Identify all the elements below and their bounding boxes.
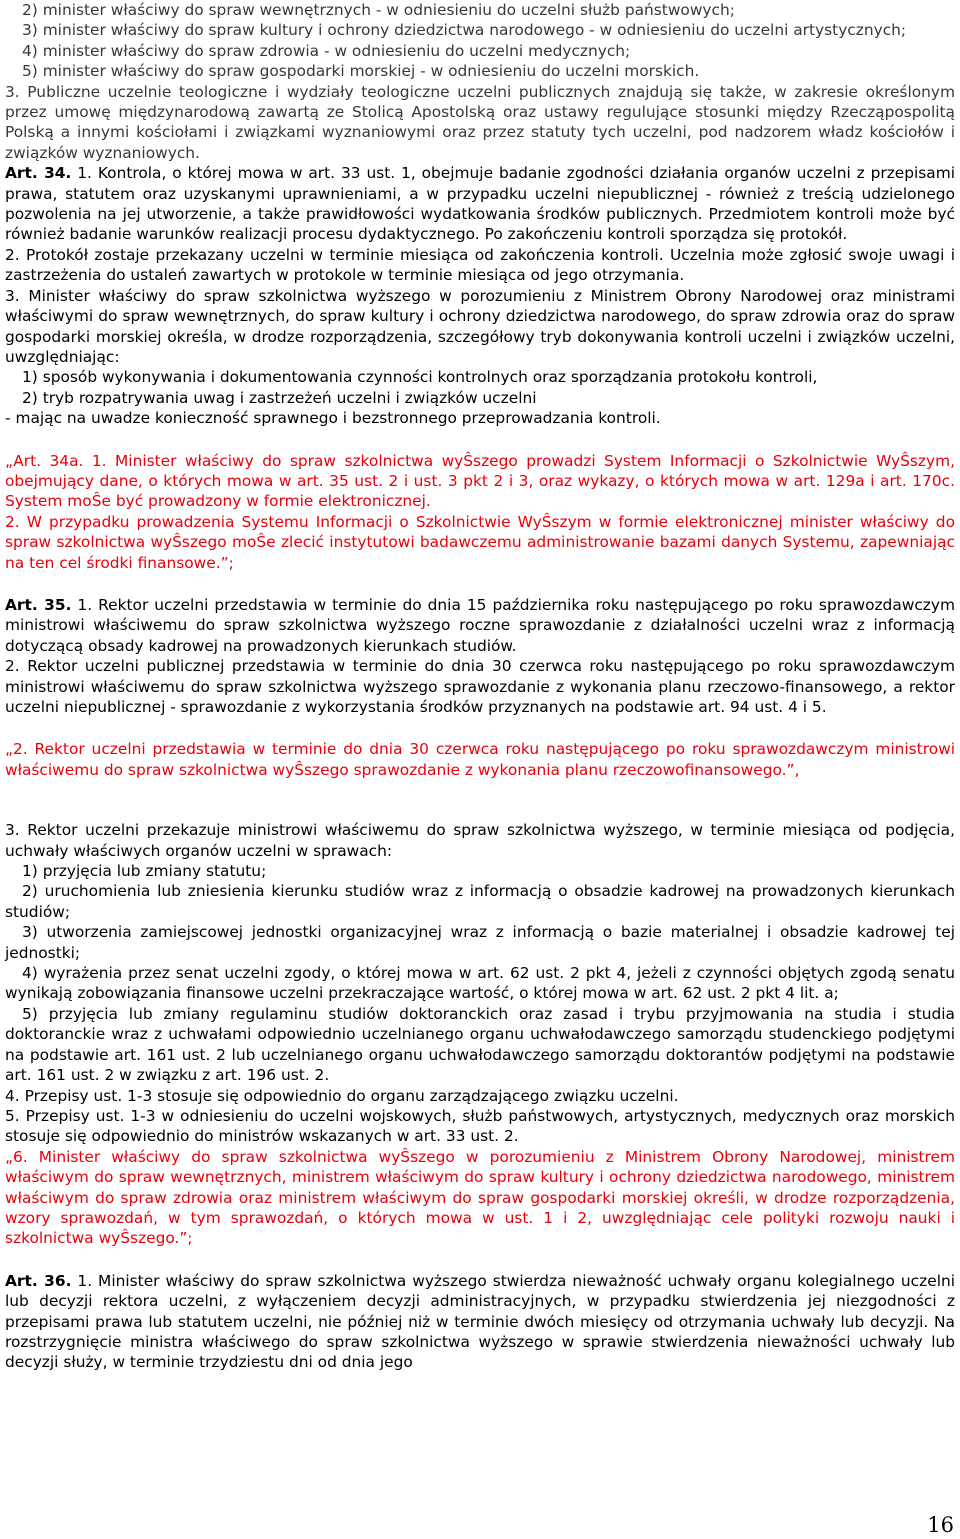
paragraph-text: 5) minister właściwy do spraw gospodarki morskiej - w odniesieniu do uczelni morskich. [22,62,700,81]
paragraph-gap [5,780,955,820]
paragraph-text: 2) tryb rozpatrywania uwag i zastrzeżeń uczelni i związków uczelni [22,388,537,407]
paragraph-text: 3. Publiczne uczelnie teologiczne i wydziały teologiczne uczelni publicznych znajdują się także, w zakresie określonym przez umowę międzynarodową zawartą ze Stolicą Apostolską oraz ustawy regulujące stosunki między Rzecząpospolitą Polską a innymi kościołami i związkami wyznaniowymi oraz przez statuty tych uczelni, pod nadzorem władz kościołów i związków wyznaniowych. [5,82,955,162]
paragraph-text: 4) minister właściwy do spraw zdrowia - w odniesieniu do uczelni medycznych; [22,41,631,60]
paragraph-text: 4. Przepisy ust. 1-3 stosuje się odpowiednio do organu zarządzającego związku uczelni. [5,1086,679,1105]
article-label: Art. 34. [5,164,72,183]
paragraph-text: 5) przyjęcia lub zmiany regulaminu studiów doktoranckich oraz zasad i trybu przyjmowania na studia i studia doktoranckie wraz z uchwałami odpowiednio uczelnianego organu uchwałodawczego samorządu studenckiego podjętymi na podstawie art. 161 ust. 2 lub uczelnianego organu uchwałodawczego samorządu doktorantów podjętymi na podstawie art. 161 ust. 2 w związku z art. 196 ust. 2. [5,1004,955,1085]
paragraph-text: 3. Rektor uczelni przekazuje ministrowi właściwemu do spraw szkolnictwa wyższego, w terminie miesiąca od podjęcia, uchwały właściwych organów uczelni w sprawach: [5,821,955,860]
paragraph-text: „2. Rektor uczelni przedstawia w terminie do dnia 30 czerwca roku następującego po roku sprawozdawczym ministrowi właściwemu do spraw szkolnictwa wyŜszego sprawozdanie z wykonania planu rzeczowofinansowego.”, [5,740,955,779]
paragraph [5,61,955,81]
paragraph [5,0,955,20]
paragraph-text: 4) wyrażenia przez senat uczelni zgody, o której mowa w art. 62 ust. 2 pkt 4, jeżeli z czynności objętych zgodą senatu wynikają zobowiązania finansowe uczelni przekraczające wartość, o której mowa w art. 62 ust. 2 pkt 4 lit. a; [5,964,955,1003]
paragraph [5,20,955,40]
paragraph [5,41,955,61]
paragraph-gap [5,573,955,595]
paragraph [5,367,955,387]
paragraph [5,245,955,286]
paragraph [5,1106,955,1147]
paragraph [5,922,955,963]
paragraph-text: 1) sposób wykonywania i dokumentowania czynności kontrolnych oraz sporządzania protokołu kontroli, [22,368,818,387]
paragraph-text: 1) przyjęcia lub zmiany statutu; [22,862,267,881]
paragraph [5,388,955,408]
paragraph [5,739,955,780]
paragraph [5,82,955,164]
article-paragraph [5,595,955,656]
paragraph [5,1004,955,1086]
article-paragraph [5,1271,955,1373]
paragraph-text: 1. Rektor uczelni przedstawia w terminie do dnia 15 października roku następującego po roku sprawozdawczym ministrowi właściwemu do spraw szkolnictwa wyższego roczne sprawozdanie z działalności uczelni wraz z informacją dotyczącą obsady kadrowej na prowadzonych kierunkach studiów. [5,595,955,655]
paragraph-text: 3. Minister właściwy do spraw szkolnictwa wyższego w porozumieniu z Ministrem Obrony Narodowej oraz ministrami właściwymi do spraw wewnętrznych, do spraw kultury i ochrony dziedzictwa narodowego, do spraw zdrowia oraz do spraw gospodarki morskiej określa, w drodze rozporządzenia, szczegółowy tryb dokonywania kontroli uczelni i związków uczelni, uwzględniając: [5,286,955,366]
paragraph [5,451,955,512]
paragraph [5,861,955,881]
paragraph [5,1147,955,1249]
article-label: Art. 36. [5,1271,72,1290]
paragraph-text: 5. Przepisy ust. 1-3 w odniesieniu do uczelni wojskowych, służb państwowych, artystycznych, medycznych oraz morskich stosuje się odpowiednio do ministrów wskazanych w art. 33 ust. 2. [5,1106,955,1146]
paragraph-text: 2. W przypadku prowadzenia Systemu Informacji o Szkolnictwie WyŜszym w formie elektronicznej minister właściwy do spraw szkolnictwa wyŜszego moŜe zlecić instytutowi badawczemu administrowanie bazami danych Systemu, zapewniając na ten cel środki finansowe.”; [5,512,955,572]
paragraph [5,820,955,861]
article-label: Art. 35. [5,595,72,614]
paragraph [5,1086,955,1106]
paragraph-text: 3) minister właściwy do spraw kultury i ochrony dziedzictwa narodowego - w odniesieniu do uczelni artystycznych; [22,21,907,40]
article-paragraph [5,163,955,245]
paragraph-text: 3) utworzenia zamiejscowej jednostki organizacyjnej wraz z informacją o bazie materialnej i obsadzie kadrowej tej jednostki; [5,923,955,962]
paragraph-text: 2. Protokół zostaje przekazany uczelni w terminie miesiąca od zakończenia kontroli. Uczelnia może zgłosić swoje uwagi i zastrzeżenia do ustaleń zawartych w protokole w terminie miesiąca od jego otrzymania. [5,245,955,285]
paragraph [5,656,955,717]
paragraph [5,408,955,428]
paragraph-text: 1. Minister właściwy do spraw szkolnictwa wyższego stwierdza nieważność uchwały organu kolegialnego uczelni lub decyzji rektora uczelni, z wyłączeniem decyzji administracyjnych, w przypadku stwierdzenia jej niezgodności z przepisami prawa lub statutem uczelni, nie później niż w terminie dwóch miesięcy od otrzymania uchwały lub decyzji. Na rozstrzygnięcie ministra właściwego do spraw szkolnictwa wyższego w sprawie stwierdzenia nieważności uchwały lub decyzji służy, w terminie trzydziestu dni od dnia jego [5,1271,955,1372]
paragraph-text: 2) uruchomienia lub zniesienia kierunku studiów wraz z informacją o obsadzie kadrowej na prowadzonych kierunkach studiów; [5,882,955,921]
paragraph-text: 2. Rektor uczelni publicznej przedstawia w terminie do dnia 30 czerwca roku następującego po roku sprawozdawczym ministrowi właściwemu do spraw szkolnictwa wyższego sprawozdanie z wykonania planu rzeczowo-finansowego, a rektor uczelni niepublicznej - sprawozdanie z wykorzystania środków przyznanych na podstawie art. 94 ust. 4 i 5. [5,657,955,716]
document-body [5,0,955,1373]
paragraph-gap [5,717,955,739]
paragraph-gap [5,429,955,451]
paragraph-text: „Art. 34a. 1. Minister właściwy do spraw szkolnictwa wyŜszego prowadzi System Informacji o Szkolnictwie WyŜszym, obejmujący dane, o których mowa w art. 35 ust. 2 i ust. 3 pkt 2 i 3, oraz wykazy, o których mowa w art. 129a i art. 170c. System moŜe być prowadzony w formie elektronicznej. [5,451,955,511]
paragraph-text: 2) minister właściwy do spraw wewnętrznych - w odniesieniu do uczelni służb państwowych; [22,1,735,19]
page-number: 16 [927,1512,954,1537]
paragraph [5,286,955,368]
paragraph-gap [5,1249,955,1271]
paragraph [5,963,955,1004]
paragraph [5,512,955,573]
paragraph [5,881,955,922]
paragraph-text: 1. Kontrola, o której mowa w art. 33 ust. 1, obejmuje badanie zgodności działania organów uczelni z przepisami prawa, statutem oraz uzyskanymi uprawnieniami, a w przypadku uczelni niepublicznej - również z treścią udzielonego pozwolenia na jej utworzenie, a także prawidłowości wydatkowania środków publicznych. Przedmiotem kontroli może być również badanie warunków realizacji procesu dydaktycznego. Po zakończeniu kontroli sporządza się protokół. [5,164,956,244]
paragraph-text: - mając na uwadze konieczność sprawnego i bezstronnego przeprowadzania kontroli. [5,409,661,428]
paragraph-text: „6. Minister właściwy do spraw szkolnictwa wyŜszego w porozumieniu z Ministrem Obrony Narodowej, ministrem właściwym do spraw wewnętrznych, ministrem właściwym do spraw kultury i ochrony dziedzictwa narodowego, ministrem właściwym do spraw zdrowia oraz ministrem właściwym do spraw gospodarki morskiej określi, w drodze rozporządzenia, wzory sprawozdań, w tym sprawozdań, o których mowa w ust. 1 i 2, uwzględniając cele polityki rozwoju nauki i szkolnictwa wyŜszego.”; [5,1147,955,1248]
